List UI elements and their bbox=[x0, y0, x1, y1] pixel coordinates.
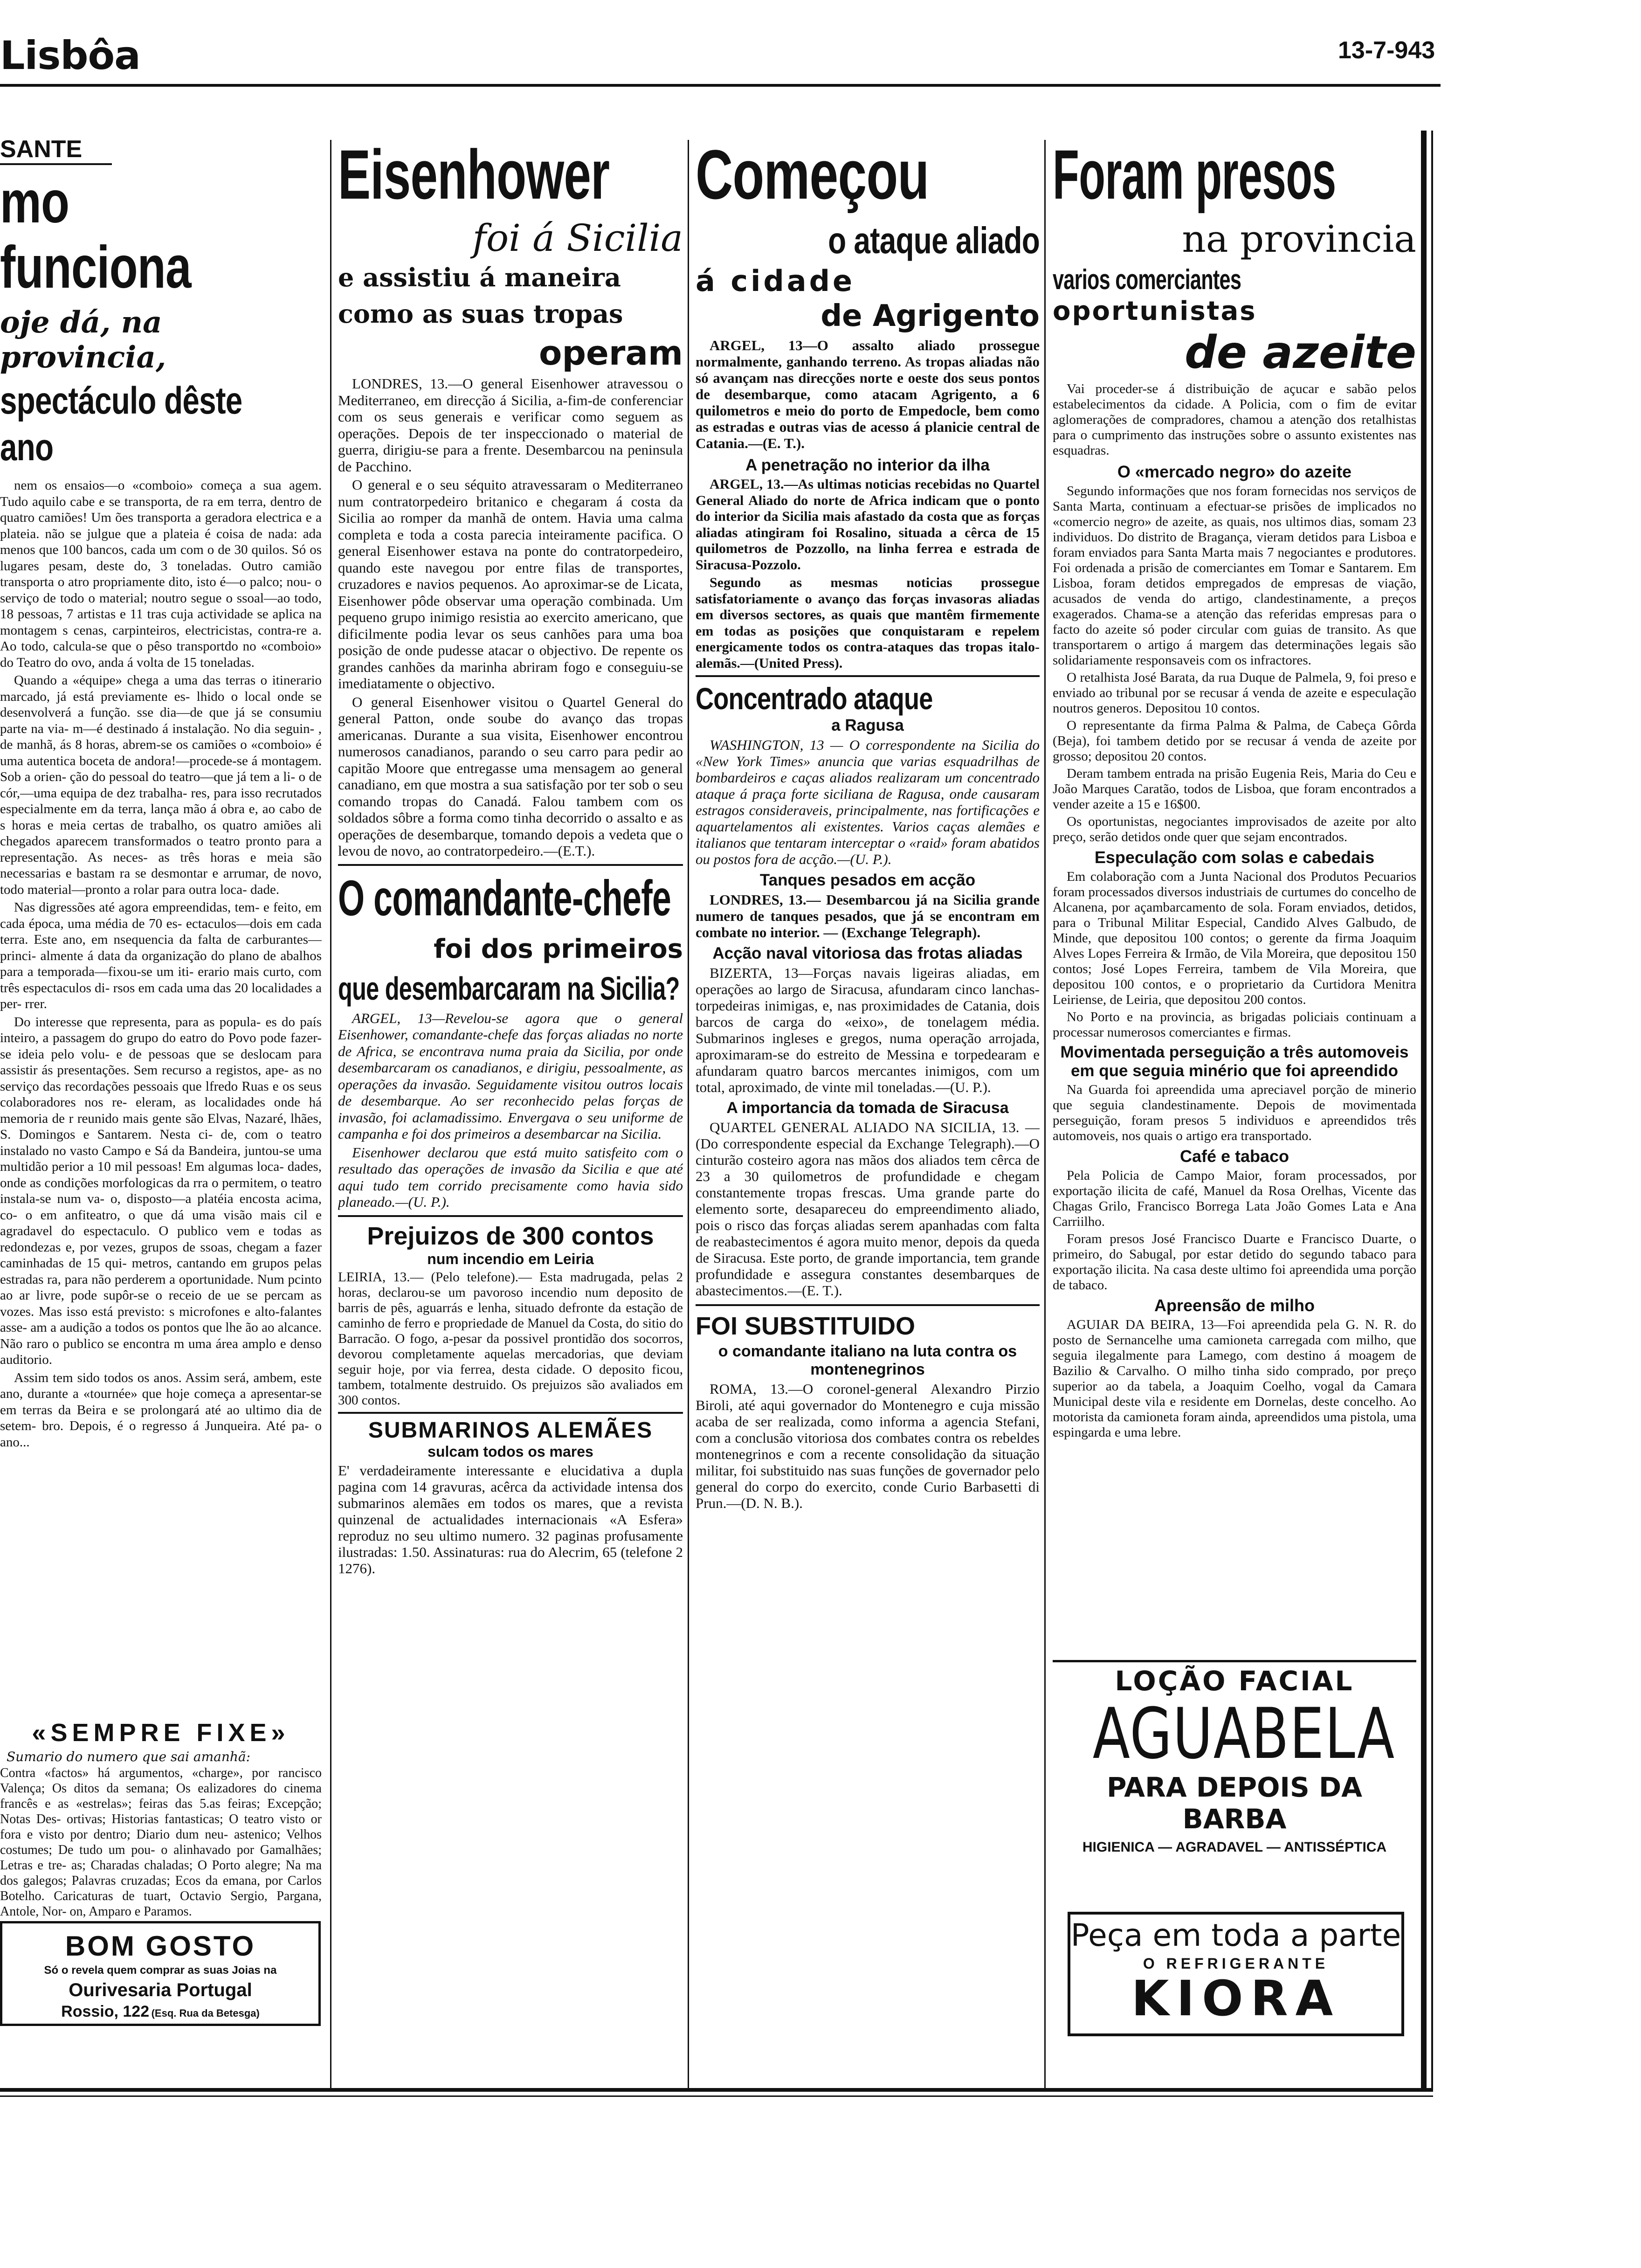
col3-s6-head: FOI SUBSTITUIDO bbox=[696, 1312, 915, 1340]
col4-s5-head: Apreensão de milho bbox=[1154, 1296, 1315, 1315]
col3-s1-text bbox=[696, 477, 1040, 671]
bom-gosto-line2: Ourivesaria Portugal bbox=[69, 1980, 252, 2000]
sempre-fixe-title: «SEMPRE FIXE» bbox=[32, 1719, 290, 1747]
col3-s5-head: A importancia da tomada de Siracusa bbox=[726, 1099, 1009, 1117]
bom-gosto-ad bbox=[0, 1921, 321, 2026]
col3-s2-sub: a Ragusa bbox=[831, 716, 904, 734]
col3-s3-head: Tanques pesados em acção bbox=[759, 871, 976, 889]
page-border-bottom-thin bbox=[0, 2095, 1433, 2097]
kiora-line1: Peça em toda a parte bbox=[1070, 1917, 1401, 1953]
col1-para-2: Quando a «équipe» chega a uma das terras o itinerario marcado, já está previamente es- lhido o local onde se desenvolverá a função. sse dia—de que já se consumiu parte na via- m—é destinado á instalação. No dia seguin- , de manhã, ás 8 horas, abrem-se os camiões o «comboio» é uma autentica boceta de andora!—procede-se á montagem. Sob a orien- ção do pessoal do teatro—que já tem a li- o de cór,—uma equipa de dez trabalha- res, para isso recrutados especialmente em da terra, lança mão á obra e, ao cabo de s horas e meia certas de trabalho, os quatro amiões ali chegados aparecem transformados o teatro pronto para a representação. As neces- as três horas e meia são necessarias e bastam ra se desmontar e arrumar, de novo, todo material—pronto a rolar para outra loca- dade. bbox=[0, 673, 322, 897]
col4-headline: Foram presos bbox=[1053, 135, 1336, 214]
col4-s1-para-2: O retalhista José Barata, da rua Duque de Palmela, 9, foi preso e enviado ao tribunal por se recusar á venda de azeite e especulação noutros generos. Depositou 10 contos. bbox=[1053, 670, 1416, 716]
column-rule-1 bbox=[330, 140, 331, 2089]
aguabela-line4: HIGIENICA — AGRADAVEL — ANTISSÉPTICA bbox=[1082, 1839, 1387, 1855]
col4-s4-para-1: Pela Policia de Campo Maior, foram processados, por exportação ilicita de café, Manuel da Rosa Orelhas, Vicente das Chagas Grilo, Francisco Borrega Lata João Gomes Lata e Ana Carriilho. bbox=[1053, 1168, 1416, 1229]
col4-s2-head: Especulação com solas e cabedais bbox=[1094, 848, 1375, 867]
col2-italic-para-1: ARGEL, 13—Revelou-se agora que o general Eisenhower, comandante-chefe das forças aliadas no norte de Africa, se encontrava numa praia da Sicilia, por onde desembarcaram os canadianos, e dirigiu, pessoalmente, as operações da invasão. Seguidamente visitou outros locais de desembarque. Ao ser reconhecido pelas forças de invasão, foi aclamadissimo. Envergava o seu uniforme de campanha e foi dos primeiros a desembarcar na Sicilia. bbox=[338, 1010, 683, 1142]
col3-headline: Começou bbox=[696, 135, 929, 214]
col2-sub1: foi á Sicilia bbox=[472, 216, 683, 260]
col2-rule-2 bbox=[338, 1215, 683, 1217]
masthead-rule bbox=[0, 84, 1441, 87]
col2-rule-3 bbox=[338, 1412, 683, 1414]
page-border-bottom bbox=[0, 2088, 1433, 2092]
col4-s3-text: Na Guarda foi apreendida uma apreciavel porção de minerio que seguia clandestinamente. Depois de movimentada perseguição, foram presos 5 individuos e apreendidos três automoveis, nos quais o artigo era transportado. bbox=[1053, 1082, 1416, 1143]
col3-lead: ARGEL, 13—O assalto aliado prossegue normalmente, ganhando terreno. As tropas aliadas não só avançam nas direcções norte e oeste dos seus pontos de desembarque, como atacam Agrigento, a 6 quilometros e meio do porto de Empedocle, bem como as estradas e outras vias de acesso á planicie central de Catania.—(E. T.). bbox=[696, 337, 1040, 451]
col4-s2-para-1: Em colaboração com a Junta Nacional dos Produtos Pecuarios foram processados diversos industriais de curtumes do concelho de Alcanena, por açambarcamento de sola. Foram enviados, detidos, para o Tribunal Militar Especial, Candido Alves Galbudo, de Minde, que depositou 100 contos; o gerente da firma Joaquim Alves Lopes Ferreira & Irmão, de Vila Moreira, que depositou 150 contos; José Lopes Ferreira, tambem de Vila Moreira, que depositou 100 contos, e o proprietario da Curtidora Menitra Leiriense, de Leiria, que depositou 200 contos. bbox=[1053, 869, 1416, 1007]
sempre-fixe-block bbox=[0, 1718, 322, 1919]
col2-head3: Prejuizos de 300 contos bbox=[367, 1222, 654, 1250]
col3-rule-1 bbox=[696, 675, 1040, 677]
column-2 bbox=[338, 135, 683, 2084]
col2-para4: E' verdadeiramente interessante e elucidativa a dupla pagina com 14 gravuras, acêrca da actividade intensa dos submarinos alemães em todos os mares, que a revista quinzenal de actualidades internacionais «A Esfera» reproduz no seu ultimo numero. 32 paginas profusamente ilustradas: 1.50. Assinaturas: rua do Alecrim, 65 (telefone 2 1276). bbox=[338, 1462, 683, 1577]
col3-s3-text: LONDRES, 13.— Desembarcou já na Sicilia grande numero de tanques pesados, que já se encontram em combate no interior. — (Exchange Telegraph). bbox=[696, 892, 1040, 940]
sempre-fixe-sub: Sumario do numero que sai amanhã: bbox=[7, 1749, 251, 1764]
col4-s1-para-1: Segundo informações que nos foram fornecidas nos serviços de Santa Marta, continuam a efectuar-se prisões de implicados no «comercio negro» de azeite, as quais, nos ultimos dias, somam 23 individuos. Do distrito de Bragança, vieram detidos para Lisboa e foram enviados para Santa Marta mais 7 negociantes e produtores. Foi ordenada a prisão de comerciantes em Tomar e Santarem. Em Lisboa, foram detidos empregados de empresas de viação, acusados de venda do artigo, clandestinamente, a preços exagerados. Chama-se a atenção das referidas empresas para o facto do azeite só poder circular com guias de transito. As que transportarem o artigo á margem das determinações legais são solidariamente responsaveis com os infractores. bbox=[1053, 484, 1416, 668]
col2-sub2: e assistiu á maneira bbox=[338, 263, 621, 292]
col4-s1-para-5: Os oportunistas, negociantes improvisados de azeite por alto preço, serão detidos onde quer que sejam encontrados. bbox=[1053, 814, 1416, 844]
col2-rule-1 bbox=[338, 864, 683, 866]
section-title: Lisbôa bbox=[0, 33, 140, 78]
bom-gosto-line1: Só o revela quem comprar as suas Joias na bbox=[44, 1964, 277, 1977]
col2-head3-sub: num incendio em Leiria bbox=[427, 1250, 594, 1267]
col3-s6-sub: o comandante italiano na luta contra os montenegrinos bbox=[718, 1342, 1017, 1378]
col4-s1-text bbox=[1053, 484, 1416, 845]
col3-sub1: o ataque aliado bbox=[828, 220, 1040, 261]
sempre-fixe-text: Contra «factos» há argumentos, «charge», por rancisco Valença; Os ditos da semana; Os ealizadores do cinema francês e as «estrelas»; feiras das 5.as feiras; Excepção; Notas Des- ortivas; Historias fantasticas; O teatro visto or fora e visto por dentro; Diario dum neu- astenico; Velhos costumes; De tudo um pou- o alinhavado por Gamalhães; Letras e tre- as; Charadas chaladas; O Porto alegre; Na ma dos galegos; Palavras cruzadas; Ecos da emana, por Carlos Botelho. Caricaturas de tuart, Octavio Sergio, Pargana, Antole, Nor- on, Amparo e Paramos. bbox=[0, 1766, 322, 1919]
col2-para3: LEIRIA, 13.— (Pelo telefone).— Esta madrugada, pelas 2 horas, declarou-se um pavoroso incendio num deposito de barris de pês, aguarrás e lenha, situado defronte da estação de caminho de ferro e propriedade de Manuel da Costa, do sitio do Barracão. O fogo, a-pesar da possivel prontidão dos socorros, devorou completamente aquelas mercadorias, que deviam seguir hoje, por via ferrea, desta cidade. O deposito ficou, tambem, totalmente destruido. Os prejuizos são avaliados em 300 contos. bbox=[338, 1269, 683, 1408]
col4-sub4: de azeite bbox=[1185, 326, 1416, 379]
aguabela-line2: AGUABELA bbox=[1092, 1694, 1395, 1775]
col2-headline: Eisenhower bbox=[338, 135, 610, 214]
col4-s1-para-3: O representante da firma Palma & Palma, de Cabeça Gôrda (Beja), foi tambem detido por se recusar á venda de azeite por grosso; depositou 20 contos. bbox=[1053, 718, 1416, 764]
col1-para-1: nem os ensaios—o «comboio» começa a sua agem. Tudo aquilo cabe e se transporta, de ra em terra, dentro de quatro camiões! Um ões transporta a geradora electrica e a plateia. não se julgue que a plateia é coisa de nada: ada menos que 100 bancos, cada um com o de 30 quilos. Só os lugares pesam, deste do, 3 toneladas. Outro camião transporta o atro propriamente dito, isto é—o palco; nou- o serviço de todo o material; noutro segue o ssoal—ao todo, 18 pessoas, 7 artistas e 11 tras cuja actividade se aplica na montagem s cenas, carpinteiros, electricistas, contra-re a. Ao todo, calcula-se que o pêso transportdo no «comboio» do Teatro do ovo, anda á volta de 15 toneladas. bbox=[0, 478, 322, 670]
col4-s1-para-4: Deram tambem entrada na prisão Eugenia Reis, Maria do Ceu e João Marques Caratão, todos de Lisboa, que foram encontrados a vender azeite a 15 e 16$00. bbox=[1053, 766, 1416, 812]
col1-para-3: Nas digressões até agora empreendidas, tem- e feito, em cada época, uma média de 70 es- ectaculos—dois em cada terra. Este ano, em nsequencia da falta de carburantes—princi- almente á data da organização do plano de abalhos para a temporada—fixou-se um iti- erario mais curto, com três espectaculos di- rsos em cada uma das 20 localidades a per- rrer. bbox=[0, 900, 322, 1011]
col3-s5-text: QUARTEL GENERAL ALIADO NA SICILIA, 13. — (Do correspondente especial da Exchange Telegraph).—O cinturão costeiro agora nas mãos dos aliados tem cêrca de 23 a 30 quilometros de profundidade e chegam constantemente tropas frescas. Uma grande parte do elemento sorte, desapareceu do empreendimento aliado, pois o risco das forças aliadas serem apanhadas com falta de reabastecimentos é agora muito menor, depois da queda de Siracusa. Este porto, de grande importancia, tem grande profundidade e assegura constantes desembarques de abastecimentos.—(E. T.). bbox=[696, 1119, 1040, 1299]
col2-para-1: LONDRES, 13.—O general Eisenhower atravessou o Mediterraneo, em direcção á Sicilia, a-fim-de conferenciar com os seus generais e verificar como seguem as operações. Depois de ter inspeccionado o material de guerra, dirigiu-se para a frente. Desembarcou na peninsula de Pacchino. bbox=[338, 375, 683, 475]
col4-sub3: oportunistas bbox=[1053, 296, 1257, 326]
col2-sub3: como as suas tropas bbox=[338, 299, 623, 329]
bom-gosto-line3: Rossio, 122 bbox=[61, 2003, 150, 2020]
col4-s3-head: Movimentada perseguição a três automoveis em que seguia minério que foi apreendido bbox=[1060, 1043, 1409, 1080]
aguabela-line1: LOÇÃO FACIAL bbox=[1115, 1665, 1354, 1697]
col2-head2-sub2: que desembarcaram na Sicilia? bbox=[338, 970, 680, 1007]
col3-sub2: á cidade bbox=[696, 264, 855, 298]
col2-para-3: O general Eisenhower visitou o Quartel General do general Patton, onde soube do avanço das tropas americanas. Durante a sua visita, Eisenhower encontrou numerosos canadianos, parando o seu carro para pedir ao capitão Moore que entregasse uma mensagem ao general canadiano, em que mostra a sua satisfação por ter sob o seu comando tropas do Canadá. Falou tambem com os soldados sôbre a forma como tinha decorrido o assalto e as operações de desembarque, tomando depois a vedeta que o levou de novo, ao contratorpedeiro.—(E.T.). bbox=[338, 693, 683, 859]
col3-s1-para-2: Segundo as mesmas noticias prossegue satisfatoriamente o avanço das forças invasoras aliadas em diversos sectores, as quais que mantêm firmemente em todas as posições que conquistaram e repelem energicamente todos os contra-ataques das tropas italo-alemãs.—(United Press). bbox=[696, 575, 1040, 671]
col3-s4-text: BIZERTA, 13—Forças navais ligeiras aliadas, em operações ao largo de Siracusa, afundaram cinco lanchas-torpedeiras inimigas, e, nas proximidades de Catania, dois barcos de carga do «eixo», de tonelagem média. Submarinos ingleses e gregos, numa operação arrojada, aproximaram-se do estreito de Messina e torpedearam e afundaram quatro barcos mercantes inimigos, com um total, aproximado, de vinte mil toneladas.—(U. P.). bbox=[696, 965, 1040, 1095]
col3-s4-head: Acção naval vitoriosa das frotas aliadas bbox=[712, 944, 1023, 962]
col1-headline: mo funciona bbox=[0, 169, 191, 301]
col2-head4: SUBMARINOS ALEMÃES bbox=[368, 1418, 653, 1443]
col2-sub4: operam bbox=[539, 333, 683, 373]
page-border-right bbox=[1421, 131, 1427, 2089]
aguabela-line3: PARA DEPOIS DA BARBA bbox=[1107, 1771, 1362, 1835]
bom-gosto-line3b: (Esq. Rua da Betesga) bbox=[151, 2007, 260, 2019]
col1-subhead: oje dá, na provincia, bbox=[0, 305, 166, 375]
col4-s4-para-2: Foram presos José Francisco Duarte e Francisco Duarte, o primeiro, do Sabugal, por estar detido do segundo tabaco para exportação ilicita. Na casa deste ultimo foi apreendida uma porção de tabaco. bbox=[1053, 1231, 1416, 1293]
col4-s2-para-2: No Porto e na provincia, as brigadas policiais continuam a processar numerosos comerciantes e firmas. bbox=[1053, 1010, 1416, 1040]
kiora-line3: KIORA bbox=[1131, 1970, 1341, 2027]
col4-lead: Vai proceder-se á distribuição de açucar e sabão pelos estabelecimentos da cidade. A Policia, com o fim de evitar aglomerações de compradores, chamou a atenção dos retalhistas para o cumprimento das instruções sobre o assunto existentes nas esquadras. bbox=[1053, 381, 1416, 458]
col2-article bbox=[338, 375, 683, 859]
col3-s2-head: Concentrado ataque bbox=[696, 681, 933, 716]
col4-s4-text bbox=[1053, 1168, 1416, 1293]
page-border-right-thin bbox=[1431, 131, 1433, 2089]
col4-s1-head: O «mercado negro» do azeite bbox=[1117, 462, 1352, 481]
col3-s1-para-1: ARGEL, 13.—As ultimas noticias recebidas no Quartel General Aliado do norte de Africa indicam que o ponto do interior da Sicilia mais afastado da costa que as forças aliadas atingiram foi Rosalino, situada a cêrca de 15 quilometros de Pozzollo, na linha ferrea e estrada de Siracusa-Pozzolo. bbox=[696, 477, 1040, 573]
col2-head2: O comandante-chefe bbox=[338, 869, 671, 926]
col4-sub2: varios comerciantes bbox=[1053, 264, 1241, 295]
col4-s5-text: AGUIAR DA BEIRA, 13—Foi apreendida pela G. N. R. do posto de Sernancelhe uma camioneta carregada com milho, que seguia ilegalmente para Lamego, com destino á moagem de Bazilio & Carvalho. O milho tinha sido comprado, por preço superior ao da tabela, a Joaquim Coelho, vogal da Camara Municipal deste vila e residente em Dornelas, deste concelho. Ao motorista da camioneta foram ainda, apreendidos uma pistola, uma espingarda e uma lebre. bbox=[1053, 1317, 1416, 1440]
col1-para-5: Assim tem sido todos os anos. Assim será, ambem, este ano, durante a «tournée» que hoje começa a apresentar-se em terras da Beira e se prolongará até ao ultimo dia de setem- bro. Depois, é o regresso á Junqueira. Até pa- o ano... bbox=[0, 1370, 322, 1450]
col1-article bbox=[0, 477, 322, 1450]
col2-head2-sub1: foi dos primeiros bbox=[434, 933, 683, 964]
col2-head4-sub: sulcam todos os mares bbox=[427, 1443, 593, 1460]
col1-para-4: Do interesse que representa, para as popula- es do país inteiro, a passagem do grupo do eatro do Povo pode fazer-se ideia pelo volu- e de pessoas que se deslocam para assistir ás presentações. Sem recurso a registos, ape- as no serviço das recordações pessoais que lfredo Ruas e os seus colaboradores nos re- eleram, as localidades onde há memoria de r reunido mais gente são Elvas, Nazaré, lhães, S. Domingos e Santarem. Nesta ci- de, com o teatro instalado no vasto Campo e Sá da Bandeira, juntou-se uma multidão perior a 10 mil pessoas! Em algumas loca- dades, onde as condições morfologicas da rra o permitem, o teatro instala-se num va- o, disposto—a platéia encosta acima, co- o em anfiteatro, o que dá uma visão mais cil e agradavel do espectaculo. O publico vem e todas as redondezas e, por vezes, grupos de ssoas, chegam a fazer caminhadas de 15 qui- metros, cantando em grupos pelas estradas ra, para não perderem a oportunidade. Num pcinto ao ar livre, pode supôr-se o receio de ue se percam as vozes. Mas isso está previsto: s microfones e alto-falantes asse- am a audição a todos os pontos que lhe ão ao alcance. Não raro o publico se encontra m uma área amplo e denso auditorio. bbox=[0, 1014, 322, 1367]
kiora-line2: O REFRIGERANTE bbox=[1143, 1955, 1329, 1972]
kicker: SANTE bbox=[0, 135, 112, 165]
col4-s4-head: Café e tabaco bbox=[1179, 1147, 1289, 1166]
col2-italic-article bbox=[338, 1010, 683, 1210]
aguabela-ad bbox=[1053, 1660, 1416, 1905]
col3-s6-text: ROMA, 13.—O coronel-general Alexandro Pirzio Biroli, até aqui governador do Montenegro e cuja missão acaba de ser realizada, como informa a agencia Stefani, com a conclusão vitoriosa dos combates contra os rebeldes montenegrinos e com a recente consolidação da situação militar, foi substituido nas suas funções de governador pelo general do corpo do exercito, conde Curio Barbasetti di Prun.—(D. N. B.). bbox=[696, 1381, 1040, 1511]
col3-s1-head: A penetração no interior da ilha bbox=[745, 456, 990, 474]
kiora-ad bbox=[1068, 1912, 1404, 2036]
col4-s2-text bbox=[1053, 869, 1416, 1040]
column-rule-3 bbox=[1044, 140, 1046, 2089]
col3-sub3: de Agrigento bbox=[820, 299, 1040, 333]
bom-gosto-title: BOM GOSTO bbox=[65, 1930, 256, 1962]
issue-date: 13-7-943 bbox=[1338, 37, 1435, 64]
col3-rule-2 bbox=[696, 1304, 1040, 1306]
col2-para-2: O general e o seu séquito atravessaram o Mediterraneo num contratorpedeiro britanico e chegaram á costa da Sicilia ao romper da manhã de ontem. Havia uma calma completa e toda a costa parecia inteiramente pacifica. O general Eisenhower estava na ponte do contratorpedeiro, quando este navegou por entre filas de transportes, cruzadores e navios pequenos. Ao aproximar-se de Licata, Eisenhower pôde observar uma operação combinada. Um pequeno grupo inimigo resistia ao exercito americano, que dificilmente podia levar os seus canhões para uma boa posição de onde pudesse atacar o objectivo. De repente os grandes canhões da marinha abriram fogo e conseguiu-se imediatamente o objectivo. bbox=[338, 477, 683, 691]
col3-s2-text: WASHINGTON, 13 — O correspondente na Sicilia do «New York Times» anuncia que varias esquadrilhas de bombardeiros e caças aliados realizaram um concentrado ataque á praça forte siciliana de Ragusa, onde causaram estragos consideraveis, principalmente, nas fortificações e aquartelamentos ali existentes. Varios caças alemães e italianos que tentaram interceptar o «raid» foram abatidos ou postos fora de acção.—(U. P.). bbox=[696, 737, 1040, 867]
bom-gosto-line3-wrap bbox=[2, 2003, 318, 2021]
col4-sub1: na provincia bbox=[1182, 217, 1416, 261]
column-3 bbox=[696, 135, 1040, 2084]
col1-subhead2: spectáculo dêste ano bbox=[0, 380, 242, 469]
column-rule-2 bbox=[688, 140, 689, 2089]
col2-italic-para-2: Eisenhower declarou que está muito satisfeito com o resultado das operações de invasão da Sicilia e que até aqui tudo tem corrido precisamente como havia sido planeado.—(U. P.). bbox=[338, 1144, 683, 1210]
